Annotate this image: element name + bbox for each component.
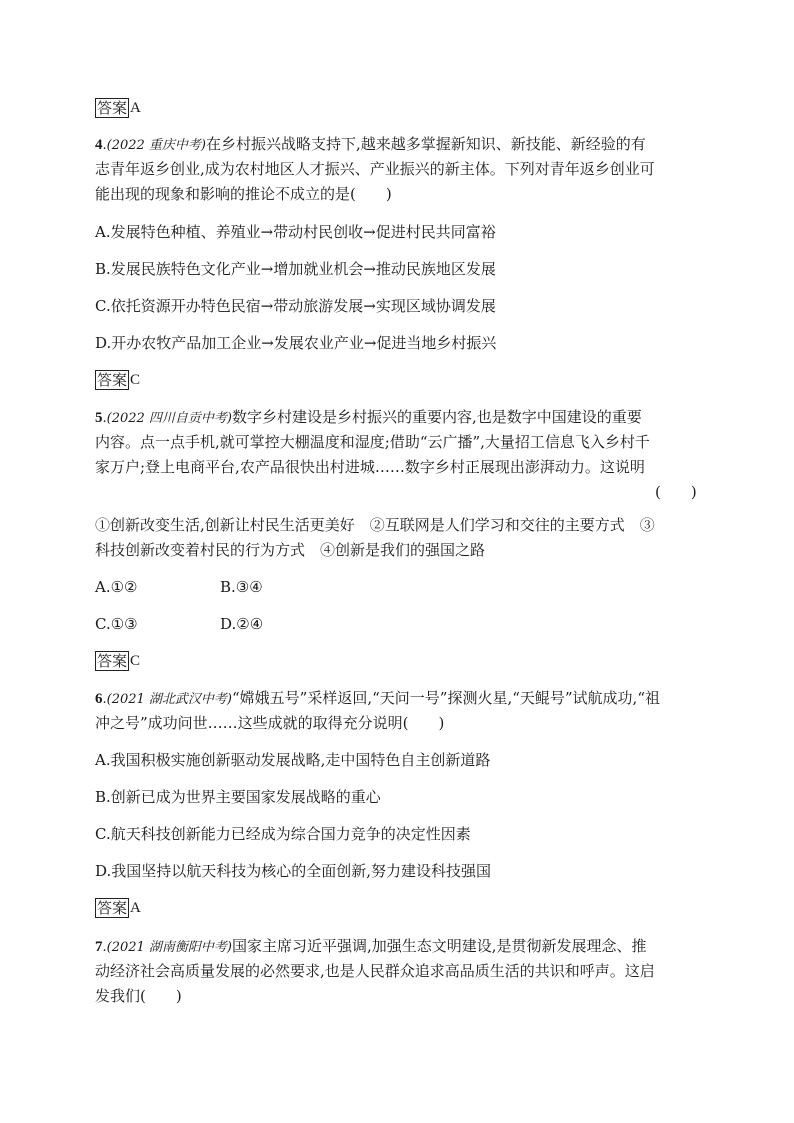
question-7-stem-line-2: 动经济社会高质量发展的必然要求,也是人民群众追求高品质生活的共识和呼声。这启 (95, 962, 655, 980)
answer-parenthesis: ( ) (655, 483, 697, 501)
answer-label: 答案 (97, 99, 128, 117)
question-source: .(2021 湖北武汉中考) (102, 692, 232, 707)
question-6-stem-line-1 (95, 688, 660, 710)
question-text: 数字乡村建设是乡村振兴的重要内容,也是数字中国建设的重要 (232, 408, 642, 426)
question-number: 5 (95, 410, 103, 426)
question-5-option-d: D.②④ (220, 615, 264, 633)
question-7-stem-line-3: 发我们( ) (95, 987, 182, 1005)
question-4-stem-line-1 (95, 134, 646, 156)
question-source: .(2022 四川自贡中考) (102, 411, 232, 426)
question-5-option-b: B.③④ (220, 578, 263, 596)
question-6-option-a: A.我国积极实施创新驱动发展战略,走中国特色自主创新道路 (95, 751, 491, 769)
question-6-stem-line-2: 冲之号”成功问世……这些成就的取得充分说明( ) (95, 714, 445, 732)
question-5-stem-line-3: 家万户;登上电商平台,农产品很快出村进城……数字乡村正展现出澎湃动力。这说明 (95, 458, 645, 476)
question-5-option-c: C.①③ (95, 615, 138, 633)
question-number: 6 (95, 691, 103, 707)
answer-block (95, 898, 141, 918)
question-text: “嫦娥五号”采样返回,“天问一号”探测火星,“天鲲号”试航成功,“祖 (232, 689, 660, 707)
question-source: .(2022 重庆中考) (102, 138, 206, 153)
answer-value: C (130, 653, 141, 669)
question-4-option-d: D.开办农牧产品加工企业→发展农业产业→促进当地乡村振兴 (95, 334, 497, 352)
question-6-option-d: D.我国坚持以航天科技为核心的全面创新,努力建设科技强国 (95, 862, 492, 880)
answer-value: C (130, 372, 141, 388)
answer-label: 答案 (97, 652, 128, 670)
question-6-option-c: C.航天科技创新能力已经成为综合国力竞争的决定性因素 (95, 825, 471, 843)
question-4-option-b: B.发展民族特色文化产业→增加就业机会→推动民族地区发展 (95, 260, 496, 278)
question-4-stem-line-2: 志青年返乡创业,成为农村地区人才振兴、产业振兴的新主体。下列对青年返乡创业可 (95, 160, 655, 178)
question-6-option-b: B.创新已成为世界主要国家发展战略的重心 (95, 788, 381, 806)
question-4-option-c: C.依托资源开办特色民宿→带动旅游发展→实现区域协调发展 (95, 297, 496, 315)
question-4-option-a: A.发展特色种植、养殖业→带动村民创收→促进村民共同富裕 (95, 223, 496, 241)
answer-block (95, 98, 141, 118)
question-text: 在乡村振兴战略支持下,越来越多掌握新知识、新技能、新经验的有 (206, 135, 646, 153)
answer-block (95, 651, 140, 671)
answer-value: A (130, 100, 141, 116)
answer-label: 答案 (97, 371, 128, 389)
question-5-stem-line-2: 内容。点一点手机,就可掌控大棚温度和湿度;借助“云广播”,大量招工信息飞入乡村千 (95, 433, 650, 451)
question-4-stem-line-3: 能出现的现象和影响的推论不成立的是( ) (95, 185, 392, 203)
question-5-stem-line-1 (95, 407, 642, 429)
answer-value: A (130, 900, 141, 916)
answer-label: 答案 (97, 899, 128, 917)
answer-block (95, 370, 140, 390)
question-5-statements-line-1: ①创新改变生活,创新让村民生活更美好 ②互联网是人们学习和交往的主要方式 ③ (95, 516, 655, 534)
question-text: 国家主席习近平强调,加强生态文明建设,是贯彻新发展理念、推 (232, 937, 647, 955)
question-7-stem-line-1 (95, 936, 647, 958)
question-source: .(2021 湖南衡阳中考) (102, 940, 232, 955)
question-number: 4 (95, 137, 103, 153)
question-5-option-a: A.①② (95, 578, 138, 596)
question-5-statements-line-2: 科技创新改变着村民的行为方式 ④创新是我们的强国之路 (95, 541, 486, 559)
question-number: 7 (95, 939, 103, 955)
